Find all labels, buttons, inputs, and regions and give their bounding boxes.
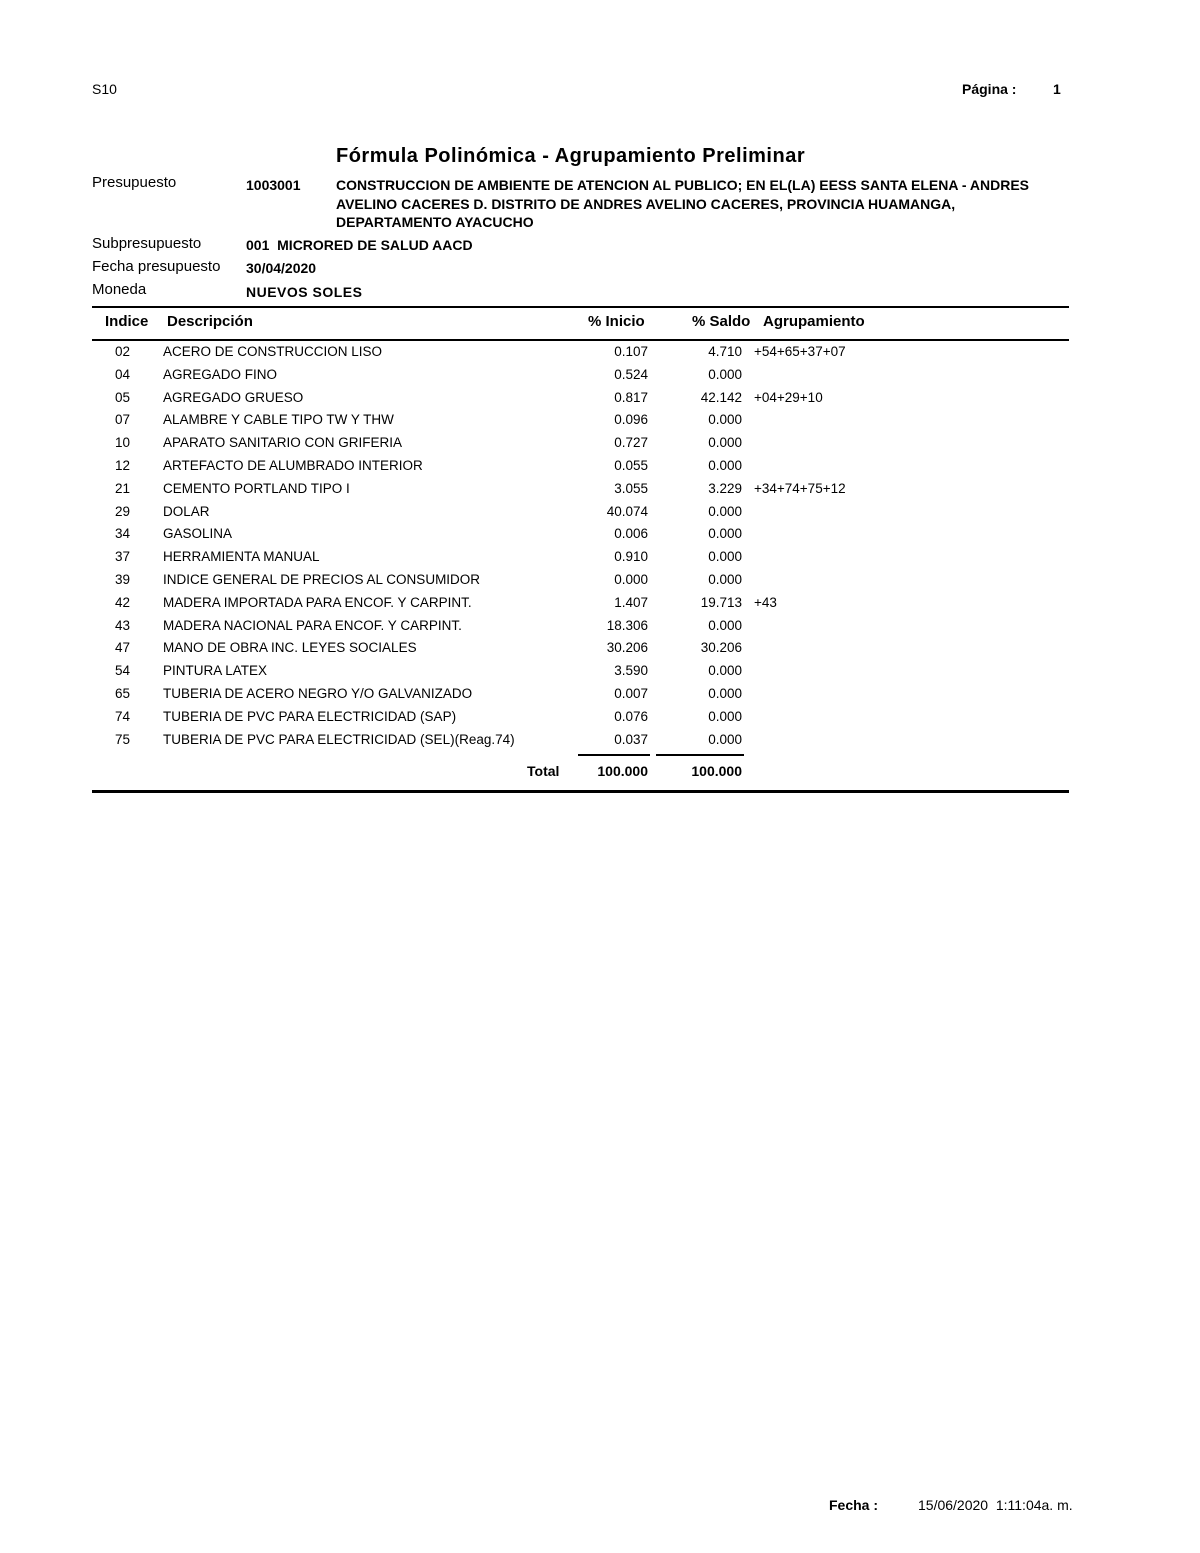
cell-saldo: 0.000 — [708, 526, 742, 542]
table-row — [0, 344, 1200, 366]
cell-indice: 54 — [115, 663, 131, 679]
cell-inicio: 0.000 — [614, 572, 648, 587]
cell-saldo: 0.000 — [708, 663, 742, 679]
cell-inicio: 0.096 — [614, 412, 648, 428]
cell-inicio: 0.076 — [614, 708, 648, 724]
cell-saldo: 0.000 — [708, 503, 742, 519]
cell-saldo: 0.000 — [708, 572, 742, 587]
table-row — [0, 595, 1200, 617]
table-row — [0, 481, 1200, 503]
cell-indice: 21 — [115, 480, 131, 496]
cell-saldo: 0.000 — [708, 412, 742, 428]
header-top-rule — [92, 306, 1069, 308]
cell-inicio: 3.590 — [614, 663, 648, 679]
presupuesto-label: Presupuesto — [92, 174, 177, 191]
cell-indice: 34 — [115, 526, 131, 542]
cell-saldo: 0.000 — [708, 366, 742, 382]
table-row — [0, 732, 1200, 754]
cell-inicio: 30.206 — [606, 640, 648, 656]
cell-agrupamiento: +34+74+75+12 — [754, 480, 846, 496]
cell-descripcion: MADERA NACIONAL PARA ENCOF. Y CARPINT. — [163, 617, 462, 633]
total-saldo: 100.000 — [691, 763, 742, 779]
table-row — [0, 504, 1200, 526]
cell-indice: 74 — [115, 708, 131, 724]
cell-descripcion: HERRAMIENTA MANUAL — [163, 549, 320, 565]
table-row — [0, 686, 1200, 708]
table-row — [0, 435, 1200, 457]
total-inicio: 100.000 — [597, 763, 648, 779]
cell-inicio: 3.055 — [614, 480, 648, 496]
cell-indice: 04 — [115, 366, 131, 382]
cell-agrupamiento: +54+65+37+07 — [754, 344, 846, 359]
cell-indice: 07 — [115, 412, 131, 428]
table-row — [0, 640, 1200, 662]
table-bottom-rule — [92, 790, 1069, 793]
cell-inicio: 0.910 — [614, 549, 648, 565]
system-code: S10 — [92, 81, 117, 97]
cell-indice: 42 — [115, 594, 131, 610]
cell-descripcion: AGREGADO FINO — [163, 366, 278, 382]
moneda-value: NUEVOS SOLES — [246, 284, 363, 300]
cell-inicio: 1.407 — [614, 594, 648, 610]
cell-indice: 37 — [115, 549, 131, 565]
subpresupuesto-label: Subpresupuesto — [92, 235, 202, 252]
cell-inicio: 40.074 — [606, 503, 648, 519]
cell-inicio: 0.727 — [614, 435, 648, 451]
cell-inicio: 0.055 — [614, 458, 648, 473]
cell-descripcion: TUBERIA DE ACERO NEGRO Y/O GALVANIZADO — [163, 686, 473, 701]
cell-inicio: 0.007 — [614, 686, 648, 701]
cell-inicio: 0.817 — [614, 389, 648, 405]
cell-inicio: 18.306 — [606, 617, 648, 633]
col-header-indice: Indice — [105, 313, 149, 330]
cell-saldo: 3.229 — [708, 480, 742, 496]
cell-indice: 12 — [115, 458, 131, 473]
cell-agrupamiento: +43 — [754, 594, 777, 610]
cell-descripcion: MADERA IMPORTADA PARA ENCOF. Y CARPINT. — [163, 594, 472, 610]
cell-inicio: 0.037 — [614, 731, 648, 747]
cell-descripcion: INDICE GENERAL DE PRECIOS AL CONSUMIDOR — [163, 572, 481, 587]
cell-saldo: 0.000 — [708, 686, 742, 701]
cell-indice: 39 — [115, 572, 131, 587]
cell-inicio: 0.524 — [614, 366, 648, 382]
cell-saldo: 42.142 — [700, 389, 742, 405]
table-row — [0, 367, 1200, 389]
table-row — [0, 572, 1200, 594]
table-row — [0, 549, 1200, 571]
cell-descripcion: TUBERIA DE PVC PARA ELECTRICIDAD (SAP) — [163, 708, 457, 724]
document-title: Fórmula Polinómica - Agrupamiento Preliminar — [336, 145, 806, 167]
cell-descripcion: AGREGADO GRUESO — [163, 389, 304, 405]
total-inicio-rule — [578, 754, 650, 756]
cell-indice: 43 — [115, 617, 131, 633]
cell-descripcion: ACERO DE CONSTRUCCION LISO — [163, 344, 383, 359]
cell-saldo: 4.710 — [708, 344, 742, 359]
col-header-descripcion: Descripción — [167, 313, 253, 330]
table-row — [0, 458, 1200, 480]
table-row — [0, 709, 1200, 731]
footer-fecha-label: Fecha : — [829, 1497, 879, 1513]
total-saldo-rule — [656, 754, 744, 756]
table-row — [0, 390, 1200, 412]
cell-descripcion: MANO DE OBRA INC. LEYES SOCIALES — [163, 640, 417, 656]
cell-saldo: 0.000 — [708, 549, 742, 565]
cell-indice: 47 — [115, 640, 131, 656]
cell-indice: 10 — [115, 435, 131, 451]
fecha-presupuesto-value: 30/04/2020 — [246, 260, 317, 276]
col-header-agrupamiento: Agrupamiento — [763, 313, 865, 330]
cell-inicio: 0.006 — [614, 526, 648, 542]
cell-indice: 29 — [115, 503, 131, 519]
page-label: Página : — [962, 81, 1017, 97]
cell-descripcion: ALAMBRE Y CABLE TIPO TW Y THW — [163, 412, 394, 428]
table-row — [0, 526, 1200, 548]
col-header-saldo: % Saldo — [692, 313, 751, 330]
cell-descripcion: DOLAR — [163, 503, 210, 519]
cell-indice: 02 — [115, 344, 131, 359]
cell-descripcion: GASOLINA — [163, 526, 233, 542]
cell-saldo: 30.206 — [700, 640, 742, 656]
presupuesto-code: 1003001 — [246, 177, 301, 193]
cell-descripcion: TUBERIA DE PVC PARA ELECTRICIDAD (SEL)(Reag.74) — [163, 731, 515, 747]
cell-descripcion: APARATO SANITARIO CON GRIFERIA — [163, 435, 403, 451]
footer-fecha-value: 15/06/2020 1:11:04a. m. — [918, 1497, 1073, 1513]
page-number: 1 — [1053, 81, 1061, 97]
cell-saldo: 0.000 — [708, 435, 742, 451]
table-row — [0, 663, 1200, 685]
cell-saldo: 19.713 — [700, 594, 742, 610]
subpresupuesto-value: 001 MICRORED DE SALUD AACD — [246, 237, 473, 253]
cell-saldo: 0.000 — [708, 458, 742, 473]
presupuesto-description: CONSTRUCCION DE AMBIENTE DE ATENCION AL PUBLICO; EN EL(LA) EESS SANTA ELENA - ANDRES AVELINO CACERES D. DISTRITO DE ANDRES AVELINO CACERES, PROVINCIA HUAMANGA, DEPARTAMENTO AYACUCHO — [336, 177, 1030, 230]
cell-descripcion: ARTEFACTO DE ALUMBRADO INTERIOR — [163, 458, 423, 473]
col-header-inicio: % Inicio — [588, 313, 645, 330]
fecha-presupuesto-label: Fecha presupuesto — [92, 258, 221, 275]
cell-saldo: 0.000 — [708, 731, 742, 747]
header-bottom-rule — [92, 339, 1069, 341]
total-label: Total — [527, 763, 560, 779]
cell-descripcion: CEMENTO PORTLAND TIPO I — [163, 480, 350, 496]
cell-saldo: 0.000 — [708, 708, 742, 724]
cell-inicio: 0.107 — [614, 344, 648, 359]
moneda-label: Moneda — [92, 281, 147, 298]
cell-indice: 75 — [115, 731, 131, 747]
cell-agrupamiento: +04+29+10 — [754, 389, 823, 405]
cell-saldo: 0.000 — [708, 617, 742, 633]
cell-indice: 05 — [115, 389, 131, 405]
table-row — [0, 412, 1200, 434]
cell-indice: 65 — [115, 686, 131, 701]
table-row — [0, 618, 1200, 640]
cell-descripcion: PINTURA LATEX — [163, 663, 268, 679]
